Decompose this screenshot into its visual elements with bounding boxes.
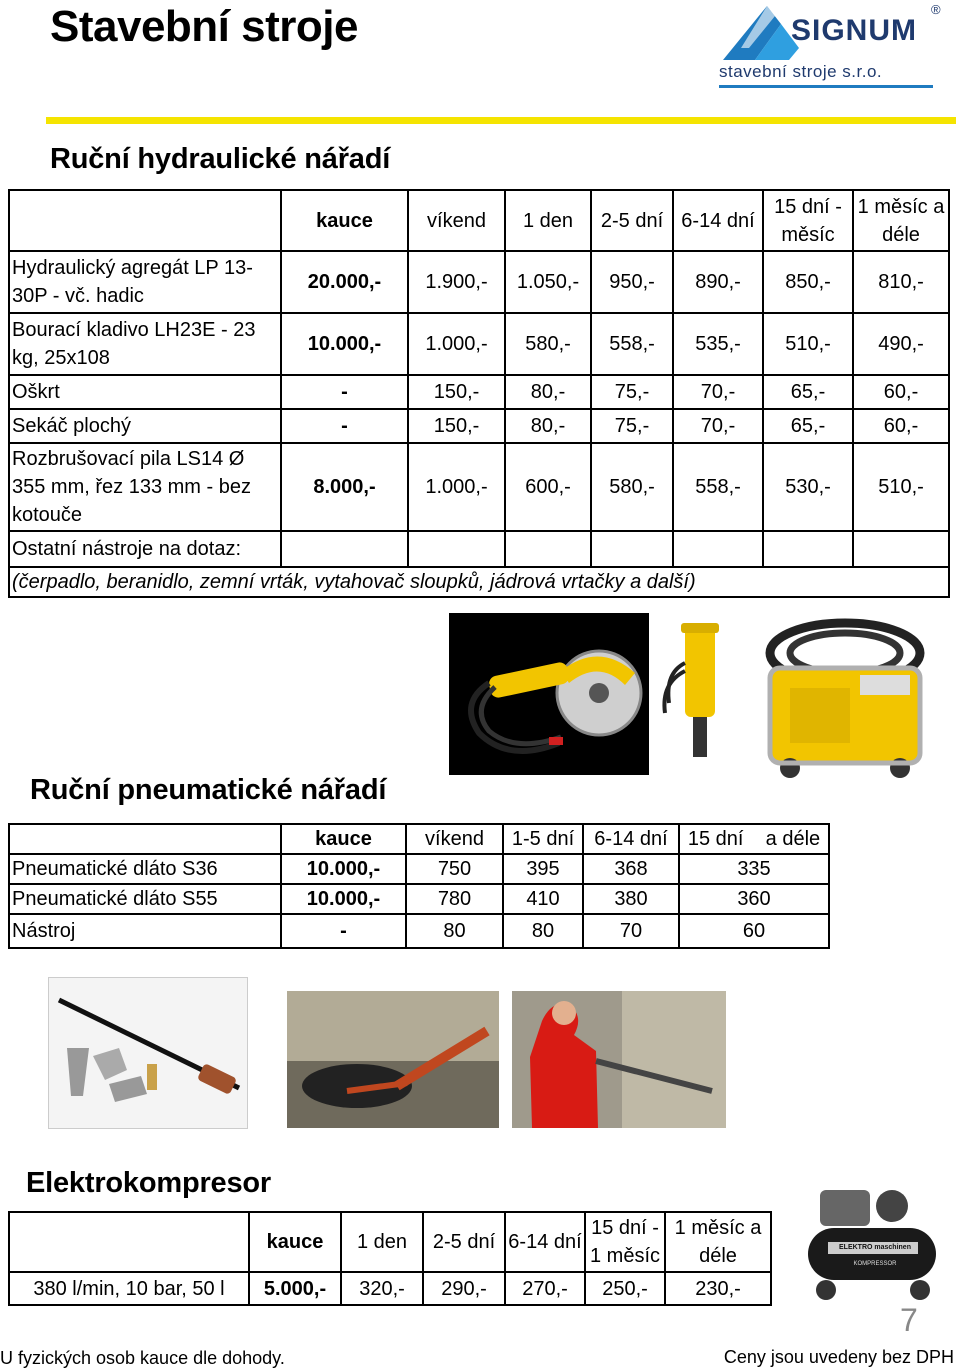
column-header: víkend [406,824,503,854]
table-cell: 558,- [673,443,763,531]
logo-name: SIGNUM [791,14,917,47]
table-note: (čerpadlo, beranidlo, zemní vrták, vytahovač sloupků, jádrová vrtačky a další) [9,567,949,597]
table-cell: 65,- [763,375,853,409]
row-label: Ostatní nástroje na dotaz: [9,531,281,567]
table-cell: 65,- [763,409,853,443]
column-header: 1 den [341,1212,423,1272]
signum-logo [715,2,955,92]
logo-underline [719,85,933,88]
compressor-model-label: KOMPRESSOR [853,1261,897,1267]
compressor-heading: Elektrokompresor [26,1167,271,1199]
footer-left-note: U fyzických osob kauce dle dohody. [0,1348,285,1368]
table-cell: 810,- [853,251,949,313]
row-label: 380 l/min, 10 bar, 50 l [9,1272,249,1305]
table-cell: - [281,375,408,409]
table-cell: 535,- [673,313,763,375]
table-cell: 250,- [585,1272,665,1305]
column-header: 6-14 dní [583,824,679,854]
post-driver-photo [655,613,745,763]
footer-right-note: Ceny jsou uvedeny bez DPH [723,1347,954,1367]
table-cell: 70,- [673,375,763,409]
table-cell: 70,- [673,409,763,443]
hydraulic-table [8,189,950,598]
table-cell: 780 [406,884,503,914]
column-header: 1 den [505,190,591,251]
table-row [9,531,949,567]
table-cell: - [281,914,406,948]
column-header: 1-5 dní [503,824,583,854]
column-header: kauce [281,824,406,854]
table-header-row [9,1212,771,1272]
table-cell: 75,- [591,375,673,409]
table-cell: 75,- [591,409,673,443]
page-number: 7 [900,1302,918,1338]
table-cell: 150,- [408,375,505,409]
table-header-row [9,190,949,251]
pneumatic-heading: Ruční pneumatické nářadí [30,774,387,806]
table-cell: 5.000,- [249,1272,341,1305]
table-cell [408,531,505,567]
table-cell [853,531,949,567]
row-label: Bourací kladivo LH23E - 23 kg, 25x108 [9,313,281,375]
table-row [9,409,949,443]
row-label: Sekáč plochý [9,409,281,443]
table-cell: 558,- [591,313,673,375]
compressor-photo [800,1182,940,1304]
hydraulic-heading: Ruční hydraulické nářadí [50,143,391,175]
table-cell: 850,- [763,251,853,313]
table-cell: 290,- [423,1272,505,1305]
worker-drilling-photo [512,991,726,1128]
column-header: 1 měsíc a déle [665,1212,771,1272]
column-header: víkend [408,190,505,251]
table-cell: 950,- [591,251,673,313]
table-cell: 530,- [763,443,853,531]
column-header: 6-14 dní [673,190,763,251]
table-cell: 580,- [505,313,591,375]
table-cell [591,531,673,567]
table-cell: 368 [583,854,679,884]
table-cell: 20.000,- [281,251,408,313]
table-cell: 80,- [505,409,591,443]
cut-off-saw-photo [449,613,649,775]
column-header: 15 dní - měsíc [763,190,853,251]
column-header: 15 dní a déle [679,824,829,854]
column-header: 1 měsíc a déle [853,190,949,251]
compressor-brand-label: ELEKTRO maschinen [839,1244,911,1251]
table-row [9,884,829,914]
table-header-cell [9,824,281,854]
pneumatic-chisel-set-photo [48,977,248,1129]
table-cell: 1.050,- [505,251,591,313]
page-title: Stavební stroje [50,2,358,51]
table-cell: 510,- [853,443,949,531]
roofing-work-photo [287,991,499,1128]
table-cell: 150,- [408,409,505,443]
table-cell: 1.900,- [408,251,505,313]
row-label: Hydraulický agregát LP 13-30P - vč. hadic [9,251,281,313]
table-header-row [9,824,829,854]
table-cell: 10.000,- [281,313,408,375]
table-cell: 600,- [505,443,591,531]
yellow-divider [46,117,956,124]
column-header: kauce [281,190,408,251]
table-cell [673,531,763,567]
logo-registered-mark: ® [931,2,941,17]
table-cell: 60,- [853,375,949,409]
table-cell: 380 [583,884,679,914]
table-cell: 8.000,- [281,443,408,531]
table-cell: - [281,409,408,443]
table-cell: 230,- [665,1272,771,1305]
table-cell: 320,- [341,1272,423,1305]
table-cell: 890,- [673,251,763,313]
row-label: Oškrt [9,375,281,409]
table-cell: 335 [679,854,829,884]
row-label: Pneumatické dláto S55 [9,884,281,914]
table-cell: 270,- [505,1272,585,1305]
table-cell: 60,- [853,409,949,443]
table-cell [281,531,408,567]
table-cell: 80,- [505,375,591,409]
table-cell: 410 [503,884,583,914]
table-cell: 395 [503,854,583,884]
table-row [9,313,949,375]
table-cell: 80 [406,914,503,948]
table-cell: 750 [406,854,503,884]
table-cell: 80 [503,914,583,948]
column-header: 6-14 dní [505,1212,585,1272]
row-label: Pneumatické dláto S36 [9,854,281,884]
table-cell: 360 [679,884,829,914]
table-cell: 1.000,- [408,443,505,531]
table-row [9,914,829,948]
table-cell: 510,- [763,313,853,375]
table-cell [763,531,853,567]
table-cell: 1.000,- [408,313,505,375]
hydraulic-power-pack-photo [750,613,930,783]
table-cell: 490,- [853,313,949,375]
table-cell [505,531,591,567]
table-cell: 60 [679,914,829,948]
column-header: kauce [249,1212,341,1272]
column-header: 2-5 dní [423,1212,505,1272]
table-row [9,251,949,313]
column-header: 15 dní - 1 měsíc [585,1212,665,1272]
table-header-cell [9,1212,249,1272]
table-row [9,375,949,409]
table-note-row [9,567,949,597]
table-row [9,854,829,884]
table-cell: 70 [583,914,679,948]
pneumatic-table [8,823,830,949]
table-row [9,1272,771,1305]
table-row [9,443,949,531]
table-header-cell [9,190,281,251]
table-cell: 10.000,- [281,854,406,884]
column-header: 2-5 dní [591,190,673,251]
row-label: Nástroj [9,914,281,948]
compressor-table [8,1211,772,1306]
table-cell: 10.000,- [281,884,406,914]
table-cell: 580,- [591,443,673,531]
logo-subtitle: stavební stroje s.r.o. [719,62,883,81]
row-label: Rozbrušovací pila LS14 Ø 355 mm, řez 133 mm - bez kotouče [9,443,281,531]
